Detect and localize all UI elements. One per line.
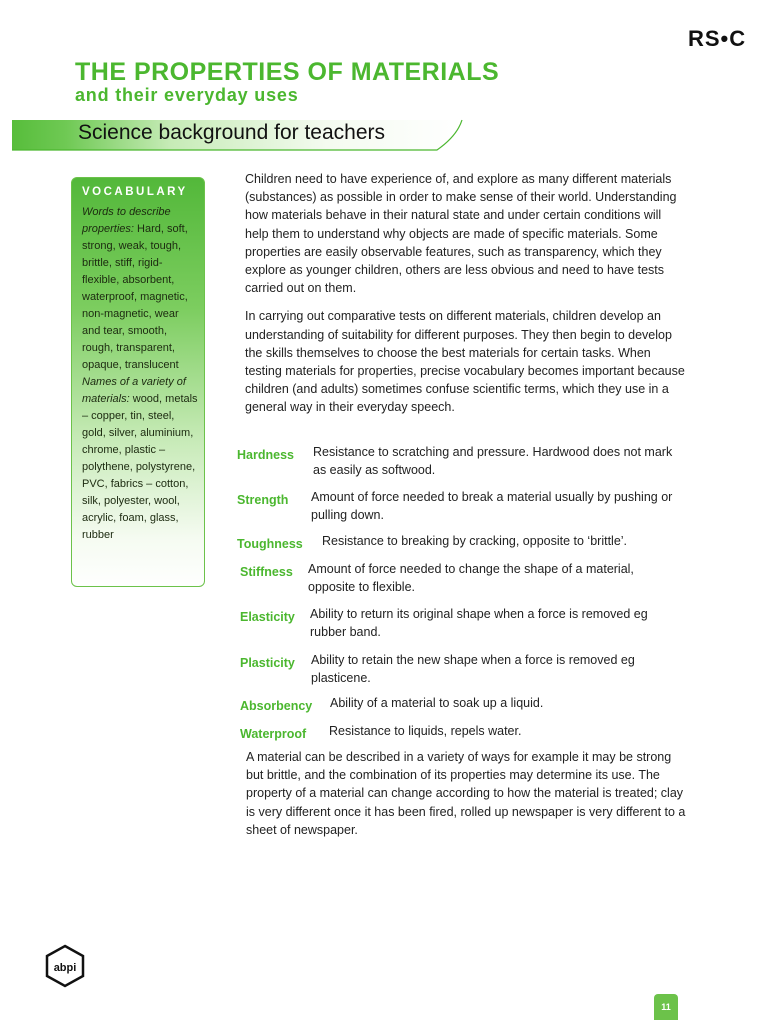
term-definition: Amount of force needed to change the shape of a material, opposite to flexible.: [308, 562, 634, 595]
term-label: Toughness: [237, 537, 303, 551]
rsc-logo: RS•C: [688, 26, 747, 51]
term-label: Elasticity: [240, 610, 295, 624]
term-definition: Ability to retain the new shape when a force is removed eg plasticene.: [311, 653, 635, 686]
vocabulary-materials-label: Names of a variety of materials:: [82, 376, 186, 405]
intro-paragraph: Children need to have experience of, and explore as many different materials (substances) as possible in order to make sense of their world. Understanding how materials behave in their natural state and under certain conditions will help them to understand why objects are made of specific materials. Some properties are easily observable features, such as transparency, which they explore as younger children, others are less obvious and need to have tests carried out on them.: [245, 172, 677, 296]
testing-paragraph: In carrying out comparative tests on different materials, children develop an understanding of suitability for different purposes. They then begin to develop the skills themselves to choose the best materials for certain tasks. When testing materials for properties, precise vocabulary becomes important because children (and adults) sometimes confuse scientific terms, which they use in a general way in their everyday speech.: [245, 309, 685, 415]
section-banner: [12, 118, 467, 152]
vocabulary-materials-list: wood, metals – copper, tin, steel, gold, silver, aluminium, chrome, plastic – polythene, polystyrene, PVC, fabrics – cotton, silk, polyester, wool, acrylic, foam, glass, rubber: [82, 393, 198, 541]
main-text: [245, 170, 687, 427]
closing-paragraph: A material can be described in a variety of ways for example it may be strong but brittle, and the combination of its properties may determine its use. The property of a material can change according to how the material is treated; clay is very different once it has been fired, rolled up newspaper is very different to a sheet of newspaper.: [246, 750, 686, 837]
term-definition: Amount of force needed to break a material usually by pushing or pulling down.: [311, 490, 673, 523]
page-subtitle: and their everyday uses: [75, 85, 299, 105]
term-definition: Ability to return its original shape when a force is removed eg rubber band.: [310, 607, 648, 640]
vocabulary-heading: VOCABULARY: [82, 186, 188, 198]
term-definition: Resistance to breaking by cracking, opposite to ‘brittle’.: [322, 534, 628, 548]
term-definition: Resistance to liquids, repels water.: [329, 724, 522, 738]
term-definition: Ability of a material to soak up a liquid.: [330, 696, 544, 710]
abpi-logo-icon: [44, 944, 86, 988]
term-label: Strength: [237, 493, 289, 507]
banner-title: Science background for teachers: [78, 121, 386, 144]
vocabulary-box: [71, 177, 205, 587]
vocabulary-content: [82, 204, 198, 544]
vocabulary-properties-label: Words to describe properties:: [82, 206, 171, 235]
term-label: Stiffness: [240, 565, 293, 579]
term-label: Waterproof: [240, 727, 307, 741]
page-number: 11: [654, 994, 678, 1020]
abpi-logo: [44, 944, 86, 988]
page-title: THE PROPERTIES OF MATERIALS: [75, 58, 500, 86]
term-label: Hardness: [237, 448, 294, 462]
term-label: Absorbency: [240, 699, 313, 713]
vocabulary-properties-list: Hard, soft, strong, weak, tough, brittle, stiff, rigid-flexible, absorbent, waterproof, magnetic, non-magnetic, wear and tear, smooth, rough, transparent, opaque, translucent: [82, 223, 188, 371]
term-definition: Resistance to scratching and pressure. Hardwood does not mark as easily as softwood.: [313, 445, 673, 478]
term-label: Plasticity: [240, 656, 295, 670]
abpi-logo-text: abpi: [53, 962, 77, 974]
